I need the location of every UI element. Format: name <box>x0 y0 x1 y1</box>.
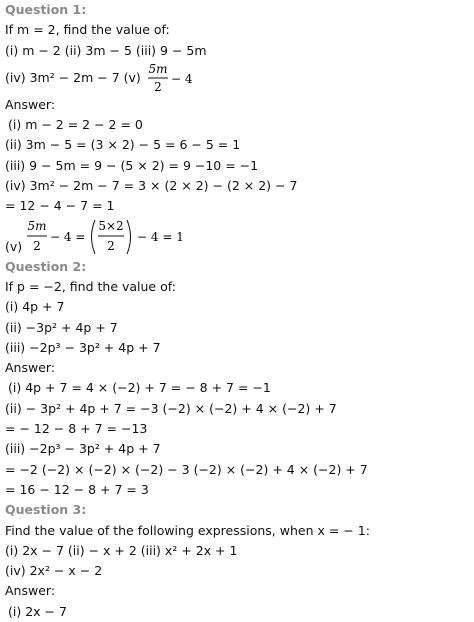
q2-answer-ii-cont: = − 12 − 8 + 7 = −13 <box>5 421 148 437</box>
q3-items-line1: (i) 2x − 7 (ii) − x + 2 (iii) x² + 2x + 1 <box>5 542 238 558</box>
question-3-prompt: Find the value of the following expressions, when x = − 1: <box>5 522 370 538</box>
v-ans-denominator: 2 <box>33 238 41 253</box>
question-1-items-line2 <box>5 61 474 95</box>
q2-item-i: (i) 4p + 7 <box>5 299 65 315</box>
v-expr-numerator: 5m <box>148 62 168 77</box>
question-3-answer-label: Answer: <box>5 583 56 599</box>
v-expr-denominator: 2 <box>153 80 162 95</box>
v-ans-inner-numerator: 5×2 <box>98 218 124 233</box>
question-2-heading: Question 2: <box>5 258 87 274</box>
q1-answer-iv-cont: = 12 − 4 − 7 = 1 <box>5 198 115 214</box>
q2-answer-iii-result: = 16 − 12 − 8 + 7 = 3 <box>5 481 149 497</box>
q2-answer-iii-step: = −2 (−2) × (−2) × (−2) − 3 (−2) × (−2) + 4 × (−2) + 7 <box>5 461 368 477</box>
q1-answer-v-label: (v) <box>5 238 23 254</box>
q2-answer-iii: (iii) −2p³ − 3p² + 4p + 7 <box>5 441 161 457</box>
question-1-items-line2-text: (iv) 3m² − 2m − 7 (v) <box>5 69 141 85</box>
v-ans-left-paren <box>92 220 96 254</box>
v-ans-right-paren <box>127 220 131 254</box>
question-2-answer-label: Answer: <box>5 360 56 376</box>
v-expr-rest: − 4 <box>170 72 193 87</box>
q2-answer-ii: (ii) − 3p² + 4p + 7 = −3 (−2) × (−2) + 4 × (−2) + 7 <box>5 400 337 416</box>
q3-items-line2: (iv) 2x² − x − 2 <box>5 563 103 579</box>
q2-answer-i: (i) 4p + 7 = 4 × (−2) + 7 = − 8 + 7 = −1 <box>8 380 271 396</box>
question-1-answer-label: Answer: <box>5 96 56 112</box>
question-3-heading: Question 3: <box>5 502 87 518</box>
q1-answer-iii: (iii) 9 − 5m = 9 − (5 × 2) = 9 −10 = −1 <box>5 157 259 173</box>
q1-answer-iv: (iv) 3m² − 2m − 7 = 3 × (2 × 2) − (2 × 2) − 7 <box>5 178 298 194</box>
q1-answer-v <box>5 217 474 257</box>
question-1-items-line1: (i) m − 2 (ii) 3m − 5 (iii) 9 − 5m <box>5 42 207 58</box>
q1-answer-i: (i) m − 2 = 2 − 2 = 0 <box>8 117 143 133</box>
v-ans-mid: − 4 = <box>50 229 86 244</box>
question-1-heading: Question 1: <box>5 2 87 17</box>
v-expression <box>145 61 195 95</box>
q3-answer-i: (i) 2x − 7 <box>8 603 67 619</box>
question-2-prompt: If p = −2, find the value of: <box>5 278 176 294</box>
v-ans-end: − 4 = 1 <box>137 229 184 244</box>
v-ans-numerator: 5m <box>27 218 47 233</box>
q2-item-ii: (ii) −3p² + 4p + 7 <box>5 319 118 335</box>
v-ans-inner-denominator: 2 <box>107 238 115 253</box>
q1-answer-ii: (ii) 3m − 5 = (3 × 2) − 5 = 6 − 5 = 1 <box>5 137 241 153</box>
q2-item-iii: (iii) −2p³ − 3p² + 4p + 7 <box>5 339 161 355</box>
v-answer-expression <box>25 217 195 257</box>
question-1-prompt: If m = 2, find the value of: <box>5 22 170 38</box>
